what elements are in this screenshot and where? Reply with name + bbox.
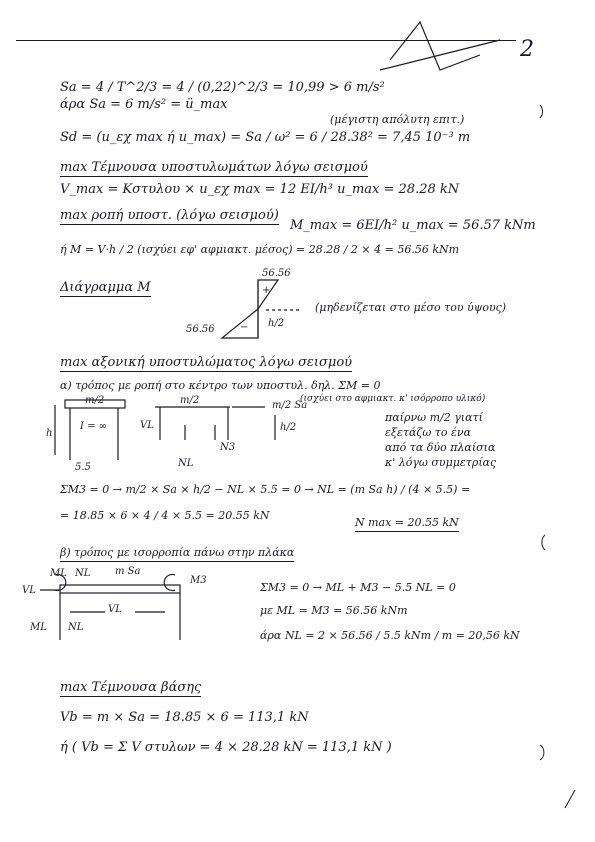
method-a-heading: α) τρόπος με ροπή στο κέντρο των υποστυλ. δηλ. ΣΜ = 0 <box>60 379 381 392</box>
method-a-note-1: παίρνω m/2 γιατί <box>385 411 483 424</box>
moment-diagram <box>222 280 300 338</box>
diagram-plus: + <box>262 285 271 296</box>
eq-sd: Sd = (u_εχ max ή u_max) = Sa / ω² = 6 / 28.38² = 7,45 10⁻³ m <box>60 130 471 145</box>
eq-sa-note: (μέγιστη απόλυτη επιτ.) <box>330 113 465 126</box>
method-a-note-3: από τα δύο πλαίσια <box>385 441 496 454</box>
method-a-eq2: = 18.85 × 6 × 4 / 4 × 5.5 = 20.55 kN <box>60 509 270 522</box>
eq-sa: Sa = 4 / T^2/3 = 4 / (0,22)^2/3 = 10,99 > 6 m/s² <box>60 80 385 95</box>
fig-b-vl2: VL <box>108 604 122 615</box>
margin-mark <box>565 790 575 808</box>
heading-moment-diagram: Διάγραμμα M <box>60 280 151 295</box>
heading-base-shear: max Τέμνουσα βάσης <box>60 680 202 695</box>
eq-sa-result: άρα Sa = 6 m/s² = ü_max <box>60 97 228 112</box>
fig-b-m3: M3 <box>190 575 207 586</box>
diagram-minus: − <box>240 322 249 333</box>
fig-b-ml: ML <box>50 568 67 579</box>
fig-b-nl2: NL <box>68 622 84 633</box>
eq-vb-alt: ή ( Vb = Σ V στυλων = 4 × 28.28 kN = 113,1 kN ) <box>60 740 392 755</box>
diagram-bottom-value: 56.56 <box>186 324 215 335</box>
method-a-note-2: εξετάζω το ένα <box>385 426 472 439</box>
fig-b-ml2: ML <box>30 622 47 633</box>
fig-b-vl: VL <box>22 585 36 596</box>
fig-a2-m2: m/2 <box>180 395 200 406</box>
method-a-eq1: ΣΜ3 = 0 → m/2 × Sa × h/2 − NL × 5.5 = 0 → NL = (m Sa h) / (4 × 5.5) = <box>60 483 471 496</box>
method-b-eq1: ΣΜ3 = 0 → ML + M3 − 5.5 NL = 0 <box>260 581 456 594</box>
heading-moment: max ροπή υποστ. (λόγω σεισμού) <box>60 208 279 223</box>
fig-a-iinf: I = ∞ <box>80 421 108 432</box>
diagram-top-value: 56.56 <box>262 268 291 279</box>
margin-mark <box>540 745 544 760</box>
page-scribble <box>380 22 500 70</box>
fig-a-m2sa: m/2 Sa <box>272 400 308 411</box>
method-b-eq2: με ML = M3 = 56.56 kNm <box>260 604 408 617</box>
method-b-heading: β) τρόπος με ισορροπία πάνω στην πλάκα <box>60 545 294 562</box>
method-a-result: N max = 20.55 kN <box>355 515 459 532</box>
page-number: 2 <box>520 37 534 62</box>
method-a-note-4: κ' λόγω συμμετρίας <box>385 456 497 469</box>
margin-mark <box>540 105 543 118</box>
fig-b-msa: m Sa <box>115 566 141 577</box>
fig-a-nl: NL <box>178 458 194 469</box>
method-b-eq3: άρα NL = 2 × 56.56 / 5.5 kNm / m = 20,56 kN <box>260 629 520 642</box>
fig-b-nl: NL <box>75 568 91 579</box>
fig-a-h: h <box>46 428 53 439</box>
heading-shear: max Τέμνουσα υποστυλωμάτων λόγω σεισμού <box>60 160 368 175</box>
eq-vb: Vb = m × Sa = 18.85 × 6 = 113,1 kN <box>60 710 309 725</box>
eq-vmax: V_max = Κστυλου × u_εχ max = 12 EI/h³ u_max = 28.28 kN <box>60 182 460 197</box>
fig-a-span: 5.5 <box>75 462 91 473</box>
fig-a-h2: h/2 <box>280 422 297 433</box>
margin-mark <box>542 535 545 550</box>
diagram-h-half: h/2 <box>268 318 285 329</box>
fig-a-n3: N3 <box>220 442 236 453</box>
eq-m-alt: ή M = V·h / 2 (ισχύει εφ' αφμιακτ. μέσος) = 28.28 / 2 × 4 = 56.56 kNm <box>60 243 460 256</box>
eq-mmax: M_max = 6EI/h² u_max = 56.57 kNm <box>290 218 536 233</box>
heading-axial: max αξονική υποστυλώματος λόγω σεισμού <box>60 355 353 370</box>
method-a-subnote: (ισχύει στο αφμιακτ. κ' ισόρροπο υλικό) <box>300 394 486 404</box>
fig-a-m2: m/2 <box>85 395 105 406</box>
diagram-note: (μηδενίζεται στο μέσο του ύψους) <box>315 301 507 314</box>
fig-a-vl: VL <box>140 420 154 431</box>
